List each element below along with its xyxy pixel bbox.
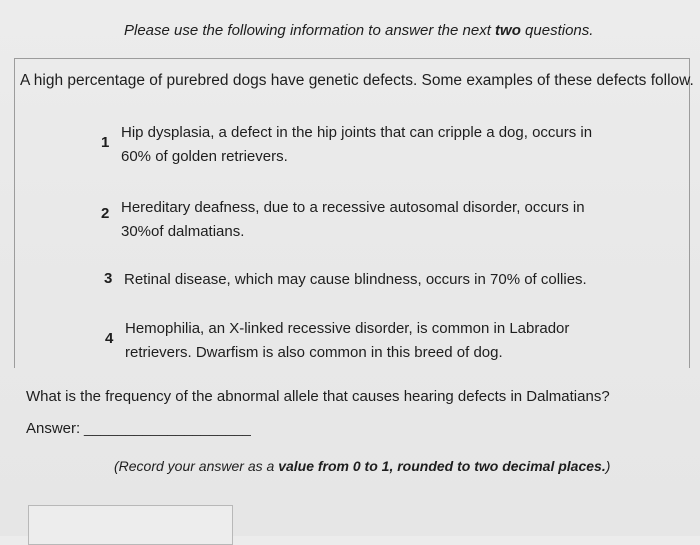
answer-input[interactable] [28,505,233,545]
instruction-text: Please use the following information to answer the next two questions. [124,22,594,39]
record-instruction: (Record your answer as a value from 0 to 1, rounded to two decimal places.) [114,458,611,474]
item-number-1: 1 [101,134,110,151]
item-number-2: 2 [101,205,110,222]
item-2-text: Hereditary deafness, due to a recessive autosomal disorder, occurs in 30%of dalmatians. [121,199,585,240]
record-emphasis: value from 0 to 1, rounded to two decimal places. [278,458,606,474]
item-number-3: 3 [104,270,113,287]
question-text: What is the frequency of the abnormal allele that causes hearing defects in Dalmatians? [26,388,610,405]
passage-intro: A high percentage of purebred dogs have genetic defects. Some examples of these defects follow. [20,72,694,89]
instruction-emphasis: two [495,22,521,39]
item-3-text: Retinal disease, which may cause blindness, occurs in 70% of collies. [124,271,587,288]
item-1-text: Hip dysplasia, a defect in the hip joints that can cripple a dog, occurs in 60% of golden retrievers. [121,124,593,165]
answer-blank: ____________________ [84,420,251,437]
item-number-4: 4 [105,330,114,347]
answer-label: Answer: [26,420,81,437]
item-4-text: Hemophilia, an X-linked recessive disorder, is common in Labrador retrievers. Dwarfism is also common in this breed of dog. [125,320,570,361]
